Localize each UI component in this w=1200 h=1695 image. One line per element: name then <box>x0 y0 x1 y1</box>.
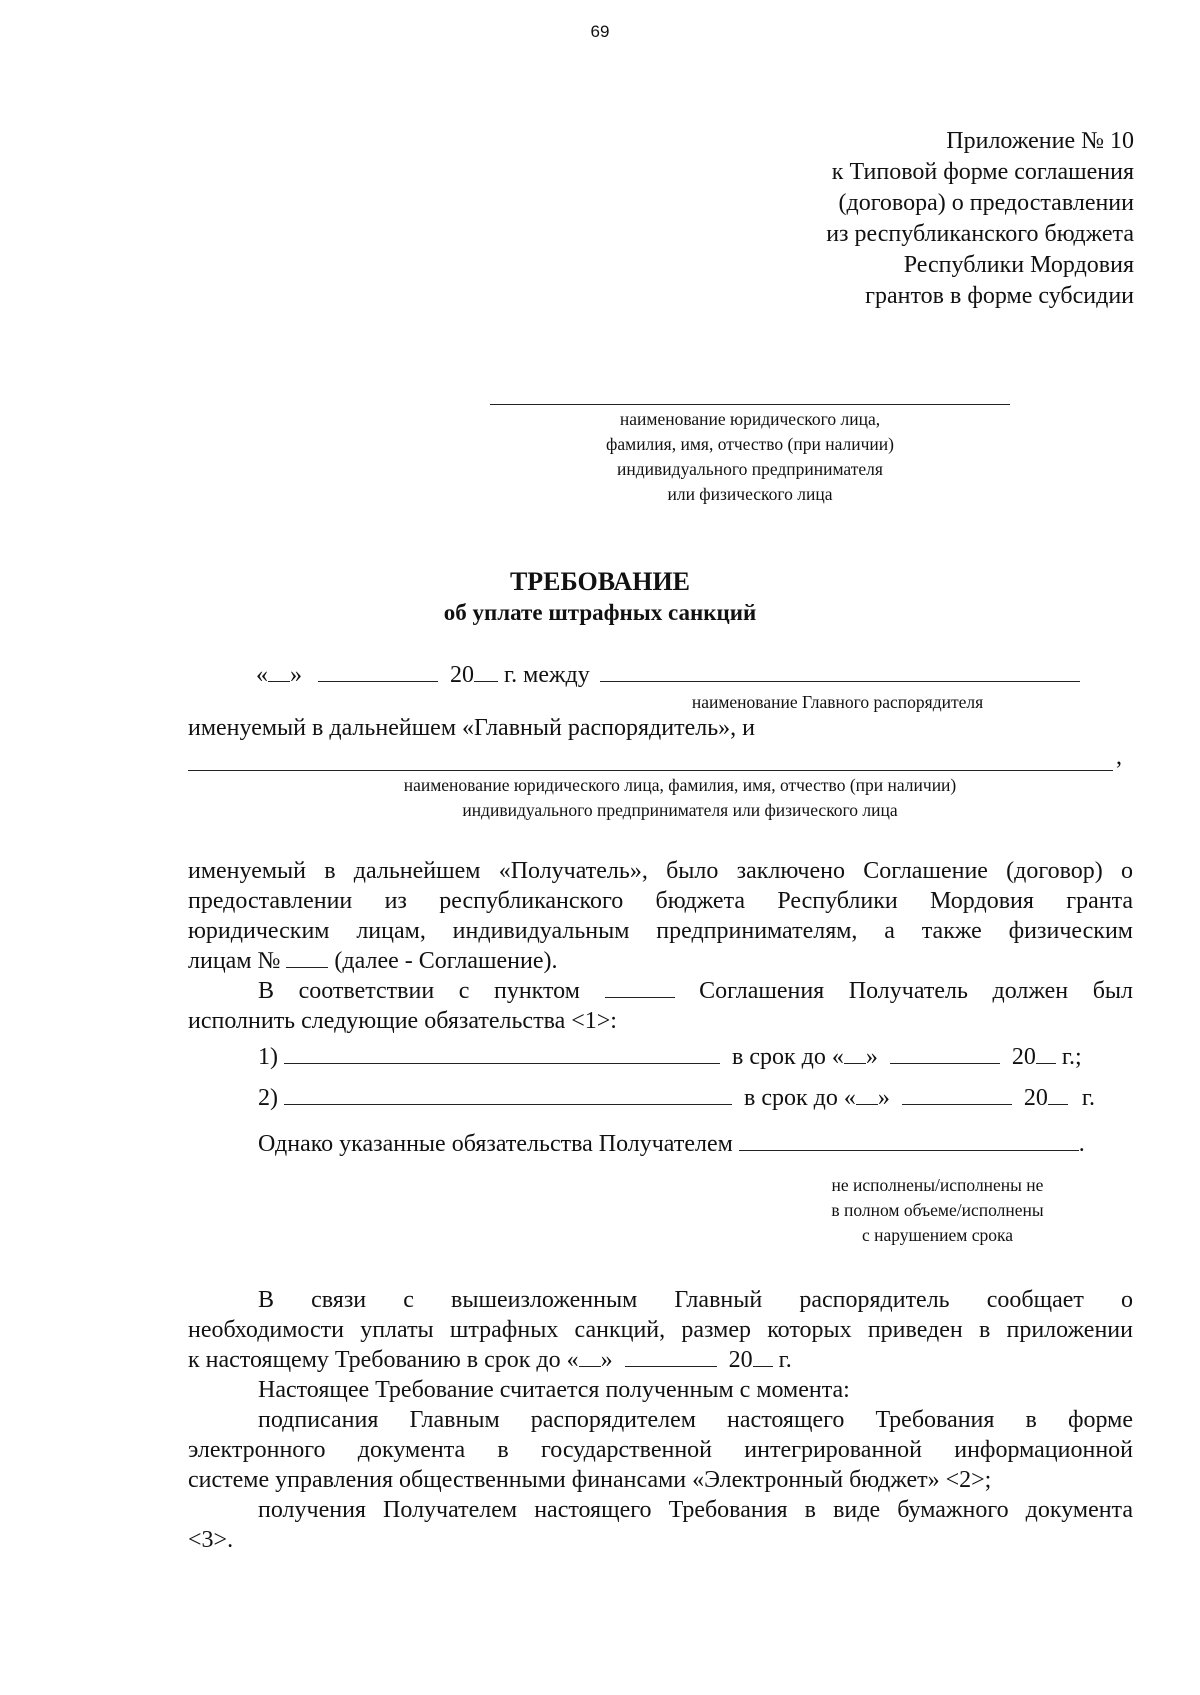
year-prefix: 20 <box>450 662 474 688</box>
recipient-full-caption <box>300 773 1060 823</box>
body-line: необходимости уплаты штрафных санкций, размер которых приведен в приложении <box>188 1317 1133 1343</box>
body-line: В соответствии с пунктом Соглашения Получатель должен был <box>258 978 1134 1004</box>
caption-line: не исполнены/исполнены не <box>831 1175 1044 1195</box>
body-line: Настоящее Требование считается полученным с момента: <box>258 1377 850 1403</box>
month-blank <box>318 661 438 682</box>
comma: , <box>1116 744 1122 770</box>
however-line: Однако указанные обязательства Получателем . <box>258 1131 1085 1157</box>
body-line: системе управления общественными финансами «Электронный бюджет» <2>; <box>188 1467 992 1493</box>
caption-line: фамилия, имя, отчество (при наличии) <box>606 434 894 454</box>
body-line: юридическим лицам, индивидуальным предпринимателям, а также физическим <box>188 918 1133 944</box>
obligation-item-1: 1) в срок до « » 20 г.; <box>258 1044 1082 1070</box>
caption-line: наименование юридического лица, фамилия, имя, отчество (при наличии) <box>403 775 957 795</box>
obligation-item-2: 2) в срок до « » 20 г. <box>258 1085 1095 1111</box>
appendix-line: грантов в форме субсидии <box>865 283 1134 309</box>
payment-deadline-line: к настоящему Требованию в срок до « » 20 г. <box>188 1347 792 1373</box>
agreement-date-line <box>256 660 1080 690</box>
appendix-header <box>826 126 1134 312</box>
body-line: исполнить следующие обязательства <1>: <box>188 1008 617 1034</box>
body-line: именуемый в дальнейшем «Получатель», было заключено Соглашение (договор) о <box>188 858 1133 884</box>
caption-line: наименование юридического лица, <box>619 409 881 429</box>
year-blank <box>474 661 498 682</box>
caption-line: индивидуального предпринимателя <box>617 459 883 479</box>
obligation-1-blank <box>284 1043 720 1064</box>
caption-line: или физического лица <box>667 484 833 504</box>
status-caption <box>780 1173 1095 1248</box>
day-blank <box>268 661 290 682</box>
appendix-line: к Типовой форме соглашения <box>831 159 1134 185</box>
payment-year-blank <box>753 1346 773 1367</box>
body-line: электронного документа в государственной интегрированной информационной <box>188 1437 1133 1463</box>
status-blank <box>739 1130 1079 1151</box>
agreement-number-blank <box>286 947 328 968</box>
recipient-name-field <box>490 404 1010 405</box>
body-line: подписания Главным распорядителем настоящего Требования в форме <box>258 1407 1133 1433</box>
caption-line: в полном объеме/исполнены <box>831 1200 1044 1220</box>
appendix-line: из республиканского бюджета <box>826 221 1134 247</box>
obligation-2-year-blank <box>1048 1084 1068 1105</box>
clause-number-blank <box>605 977 675 998</box>
body-line: <3>. <box>188 1527 234 1553</box>
obligation-1-day-blank <box>844 1043 866 1064</box>
main-distributor-caption: наименование Главного распорядителя <box>691 692 984 712</box>
obligation-1-month-blank <box>890 1043 1000 1064</box>
obligation-1-year-blank <box>1036 1043 1056 1064</box>
main-distributor-blank <box>600 661 1080 682</box>
page-number: 69 <box>590 22 610 41</box>
document-subtitle: об уплате штрафных санкций <box>443 600 757 625</box>
body-line: предоставлении из республиканского бюджета Республики Мордовия гранта <box>188 888 1133 914</box>
document-title: ТРЕБОВАНИЕ <box>509 567 691 596</box>
obligation-2-day-blank <box>856 1084 878 1105</box>
payment-day-blank <box>579 1346 601 1367</box>
body-line: В связи с вышеизложенным Главный распорядитель сообщает о <box>258 1287 1133 1313</box>
obligation-2-blank <box>284 1084 732 1105</box>
caption-line: с нарушением срока <box>861 1225 1013 1245</box>
body-line: получения Получателем настоящего Требования в виде бумажного документа <box>258 1497 1133 1523</box>
date-close-quote: » <box>290 662 302 688</box>
payment-month-blank <box>625 1346 717 1367</box>
caption-line: индивидуального предпринимателя или физического лица <box>462 800 898 820</box>
obligation-2-month-blank <box>902 1084 1012 1105</box>
between-label: г. между <box>504 662 590 688</box>
date-open-quote: « <box>256 662 268 688</box>
appendix-line: Республики Мордовия <box>903 252 1134 278</box>
recipient-caption <box>490 407 1010 507</box>
named-main-line: именуемый в дальнейшем «Главный распорядитель», и <box>188 715 755 741</box>
recipient-full-name-field <box>188 770 1113 771</box>
appendix-line: Приложение № 10 <box>946 128 1134 154</box>
agreement-number-line: лицам № (далее - Соглашение). <box>188 948 558 974</box>
appendix-line: (договора) о предоставлении <box>838 190 1134 216</box>
